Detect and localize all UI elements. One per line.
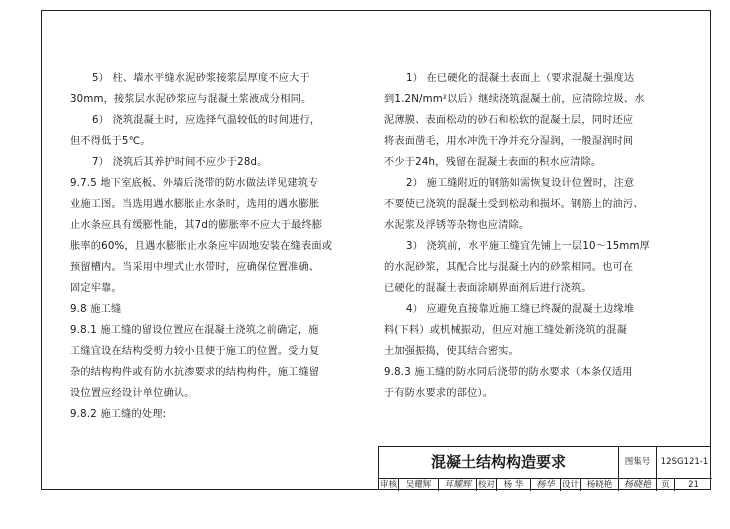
review-name: 吴耀辉	[399, 479, 439, 491]
text-line: 9.7.5 地下室底板、外墙后浇带的防水做法详见建筑专	[70, 178, 319, 189]
check-label: 校对	[477, 480, 495, 490]
text-line: 9.8.1 施工缝的留设位置应在混凝土浇筑之前确定，施	[70, 325, 319, 336]
title-block	[378, 446, 711, 490]
page-label: 页	[657, 479, 675, 491]
text-line: 业施工图。当选用遇水膨胀止水条时，选用的遇水膨胀	[70, 199, 320, 210]
text-line: 杂的结构构件或有防水抗渗要求的结构构件，施工缝留	[70, 367, 320, 378]
text-line: 6） 浇筑混凝土时，应选择气温较低的时间进行，	[92, 115, 321, 126]
text-line: 1） 在已硬化的混凝土表面上（要求混凝土强度达	[406, 73, 635, 84]
text-line: 胀率的60%，且遇水膨胀止水条应牢固地安装在缝表面或	[70, 241, 333, 252]
text-line: 4） 应避免直接靠近施工缝已终凝的混凝土边缘堆	[406, 304, 635, 315]
check-name: 杨 华	[497, 479, 531, 491]
check-signature: 杨华	[531, 479, 561, 491]
text-line: 料(下料）或机械振动，但应对施工缝处新浇筑的混凝	[384, 325, 628, 336]
drawing-title: 混凝土结构构造要求	[379, 447, 619, 478]
text-line: 9.8.2 施工缝的处理:	[70, 409, 167, 420]
text-line: 的水泥砂浆，其配合比与混凝土内的砂浆相同。也可在	[384, 262, 634, 273]
text-line: 于有防水要求的部位）。	[384, 388, 494, 399]
text-line: 不少于24h，残留在混凝土表面的积水应清除。	[384, 157, 602, 168]
review-signature: 耳耀辉	[439, 479, 477, 491]
review-label: 审核	[379, 480, 397, 490]
right-text-column	[384, 68, 689, 404]
text-line: 2） 施工缝附近的钢筋如需恢复设计位置时，注意	[406, 178, 635, 189]
atlas-number: 12SG121-1	[660, 457, 709, 467]
text-line: 到1.2N/mm²以后）继续浇筑混凝土前，应清除垃圾、水	[384, 94, 645, 105]
design-label: 设计	[561, 480, 579, 490]
text-line: 工缝宜设在结构受剪力较小且便于施工的位置。受力复	[70, 346, 320, 357]
text-line: 预留槽内。当采用中埋式止水带时，应确保位置准确、	[70, 262, 320, 273]
text-line: 水泥浆及浮锈等杂物也应清除。	[384, 220, 530, 231]
text-line: 不要使已浇筑的混凝土受到松动和损坏。钢筋上的油污、	[384, 199, 644, 210]
text-line: 但不得低于5℃。	[70, 136, 151, 147]
text-line: 土加强振捣，使其结合密实。	[384, 346, 520, 357]
text-line: 3） 浇筑前，水平施工缝宜先铺上一层10～15mm厚	[406, 241, 651, 252]
text-line: 止水条应具有缓膨性能，其7d的膨胀率不应大于最终膨	[70, 220, 323, 231]
design-name: 杨晓艳	[581, 479, 619, 491]
design-signature: 杨晓艳	[619, 479, 657, 491]
text-line: 7） 浇筑后其养护时间不应少于28d。	[92, 157, 268, 168]
text-line: 固定牢靠。	[70, 283, 122, 294]
text-line: 9.8 施工缝	[70, 304, 122, 315]
left-text-column	[70, 68, 370, 425]
text-line: 9.8.3 施工缝的防水同后浇带的防水要求（本条仅适用	[384, 367, 633, 378]
text-line: 设位置应经设计单位确认。	[70, 388, 195, 399]
atlas-label: 图集号	[619, 447, 657, 478]
text-line: 5） 柱、墙水平缝水泥砂浆接浆层厚度不应大于	[92, 73, 310, 84]
text-line: 已硬化的混凝土表面涂刷界面剂后进行浇筑。	[384, 283, 592, 294]
text-line: 将表面凿毛，用水冲洗干净并充分湿润，一般湿润时间	[384, 136, 634, 147]
text-line: 30mm，接浆层水泥砂浆应与混凝土浆液成分相同。	[70, 94, 312, 105]
text-line: 泥薄膜、表面松动的砂石和松软的混凝土层，同时还应	[384, 115, 634, 126]
page-number: 21	[688, 480, 699, 490]
